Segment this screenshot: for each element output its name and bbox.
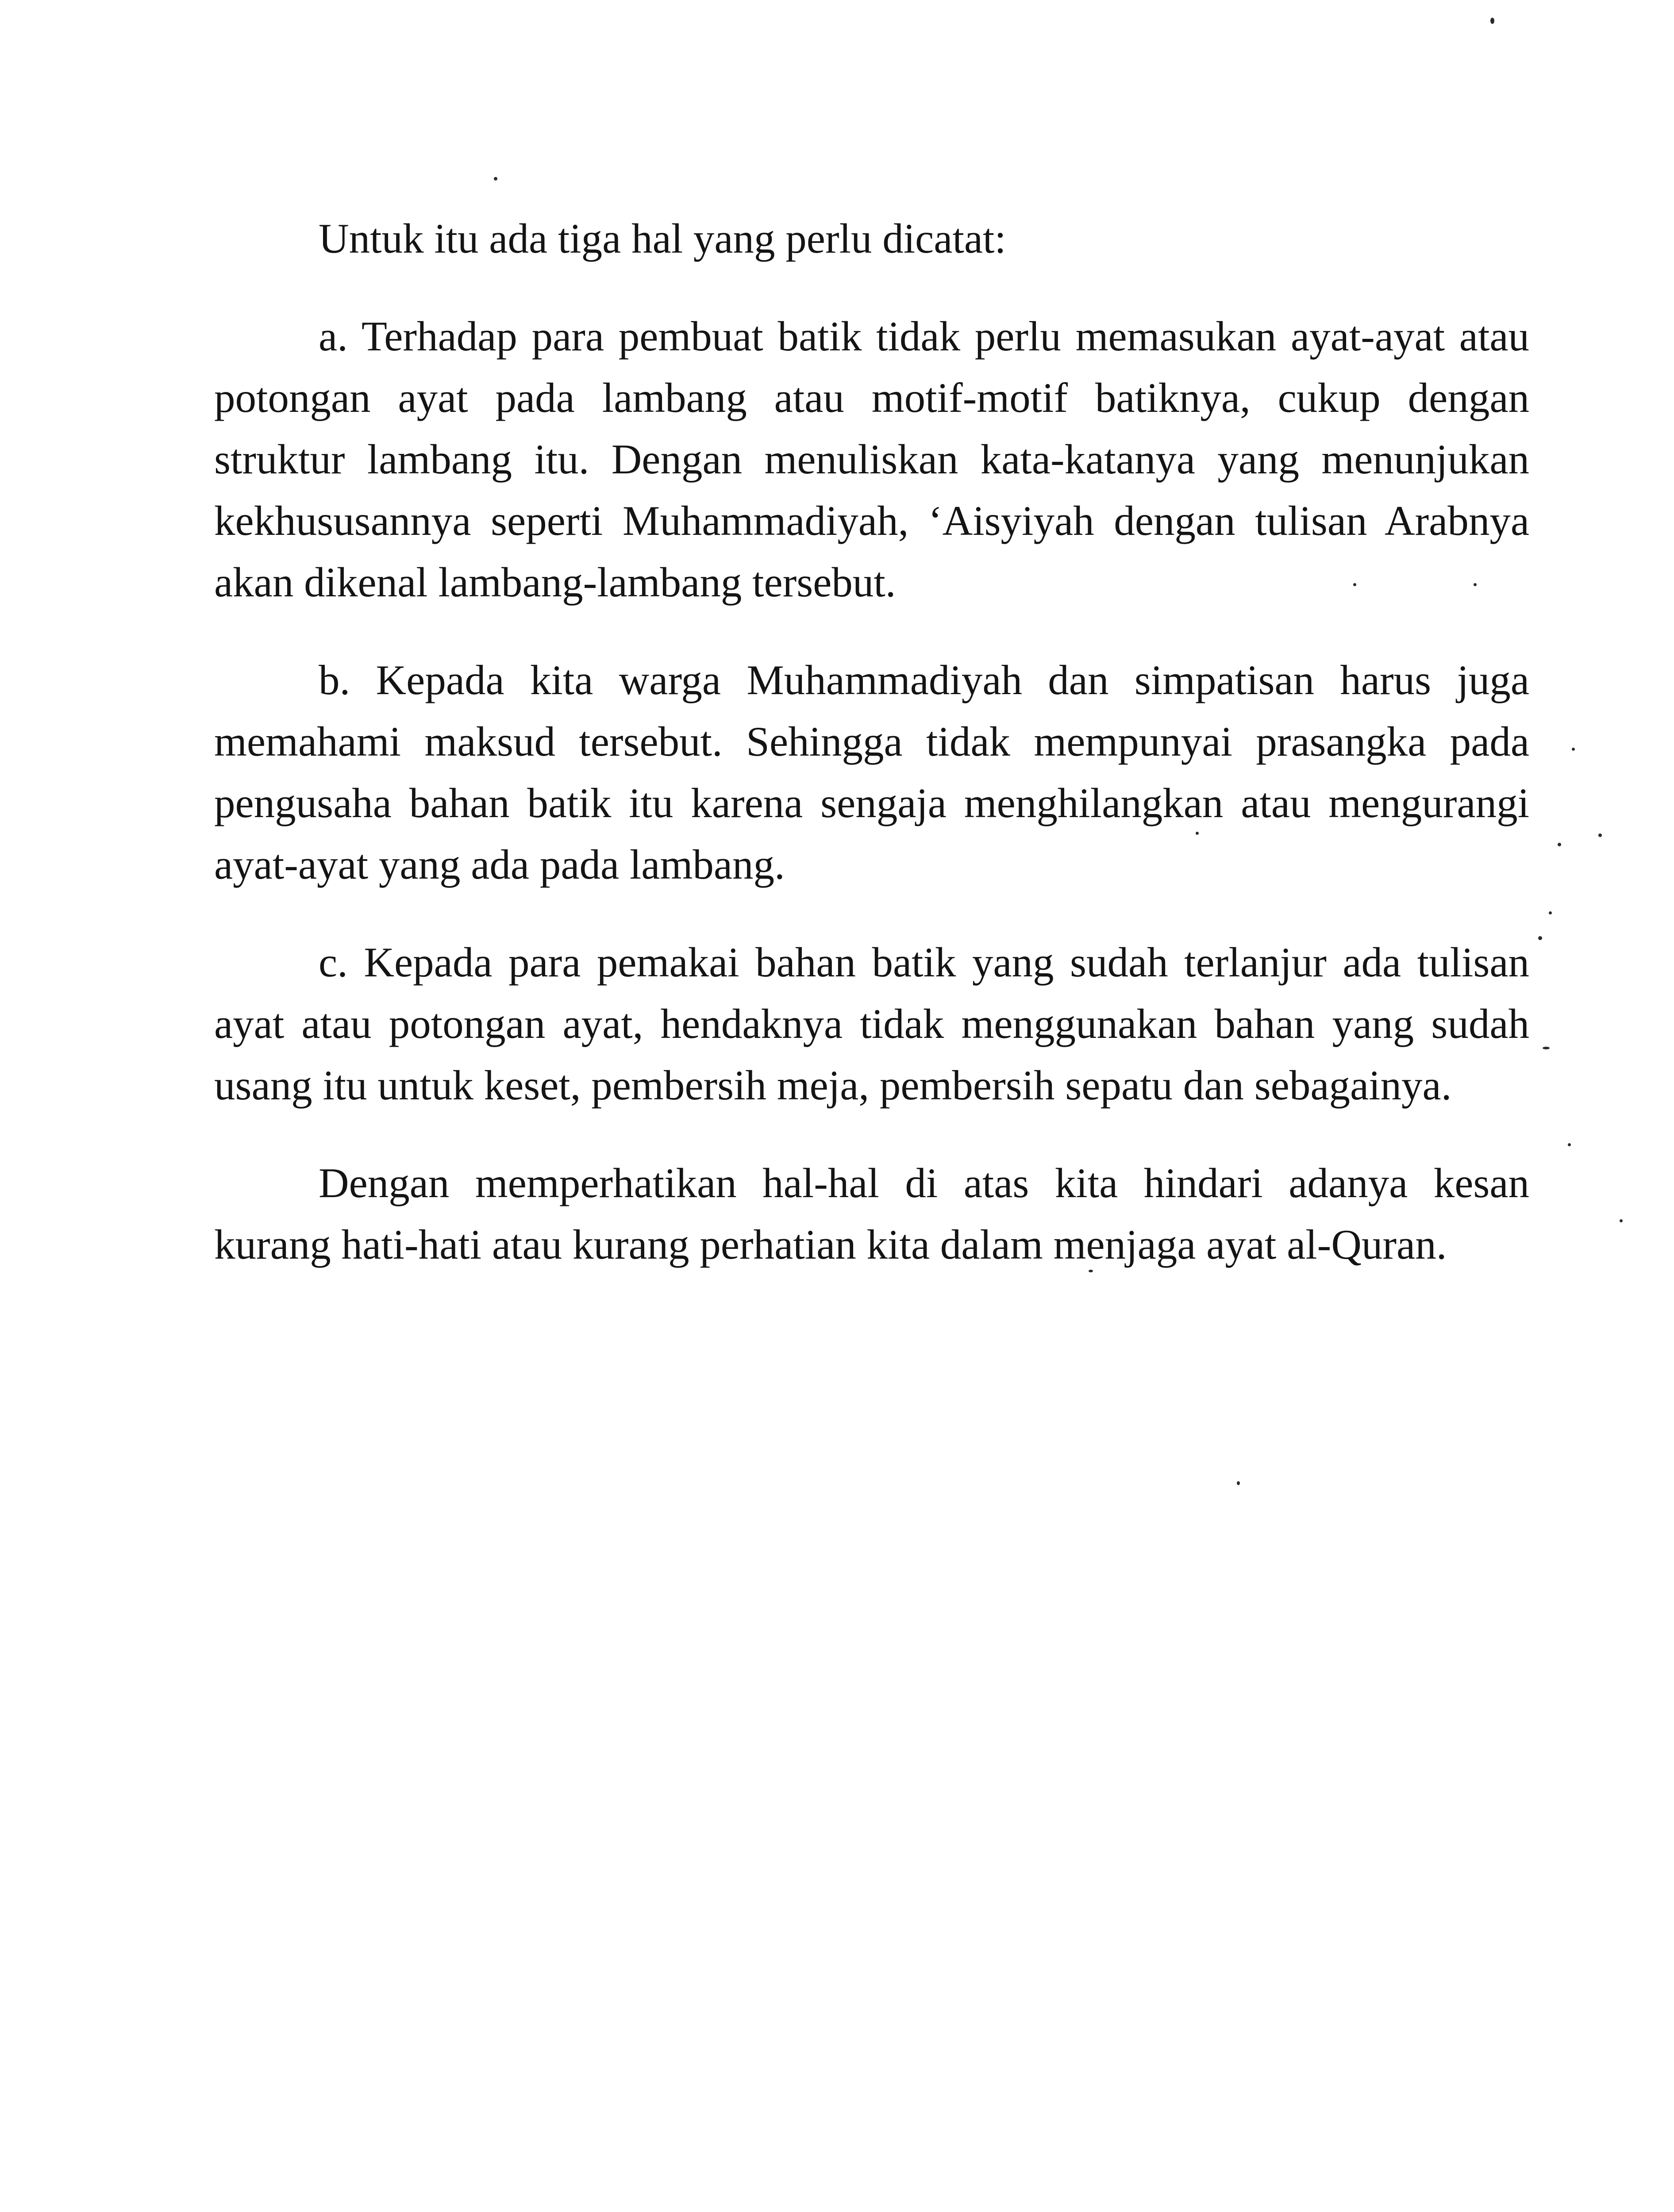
scan-speck: [1353, 583, 1356, 586]
scan-speck: [1572, 748, 1575, 751]
scan-speck: [1490, 18, 1494, 24]
scan-speck: [1620, 1219, 1623, 1222]
scan-speck: [1543, 1047, 1550, 1049]
scan-speck: [1237, 1481, 1240, 1485]
list-item-a: a. Terhadap para pembuat batik tidak perlu memasukan ayat-ayat atau potongan ayat pada lambang atau motif-motif batiknya, cukup dengan struktur lambang itu. Dengan menuliskan kata-katanya yang menunjukan kekhususannya seperti Muhammadiyah, ‘Aisyiyah dengan tulisan Arabnya akan dikenal lambang-lambang tersebut.: [214, 313, 1529, 606]
body-text: [214, 208, 1529, 1275]
scan-speck: [1568, 1143, 1571, 1146]
scan-speck: [1089, 1270, 1093, 1272]
scan-speck: [1474, 583, 1477, 586]
list-item-c: c. Kepada para pemakai bahan batik yang sudah terlanjur ada tulisan ayat atau potongan ayat, hendaknya tidak menggunakan bahan yang sudah usang itu untuk keset, pembersih meja, pembersih sepatu dan sebagainya.: [214, 939, 1529, 1109]
intro-paragraph: Untuk itu ada tiga hal yang perlu dicatat:: [319, 215, 1006, 262]
scan-speck: [494, 177, 497, 180]
scan-speck: [1196, 832, 1199, 835]
scan-speck: [1558, 843, 1561, 846]
scan-speck: [1538, 936, 1542, 940]
scan-speck: [1549, 911, 1552, 914]
closing-paragraph: Dengan memperhatikan hal-hal di atas kita hindari adanya kesan kurang hati-hati atau kurang perhatian kita dalam menjaga ayat al-Quran.: [214, 1160, 1529, 1268]
list-item-b: b. Kepada kita warga Muhammadiyah dan simpatisan harus juga memahami maksud tersebut. Sehingga tidak mempunyai prasangka pada pengusaha bahan batik itu karena sengaja menghilangkan atau mengurangi ayat-ayat yang ada pada lambang.: [214, 657, 1529, 888]
scan-speck: [1598, 833, 1602, 837]
